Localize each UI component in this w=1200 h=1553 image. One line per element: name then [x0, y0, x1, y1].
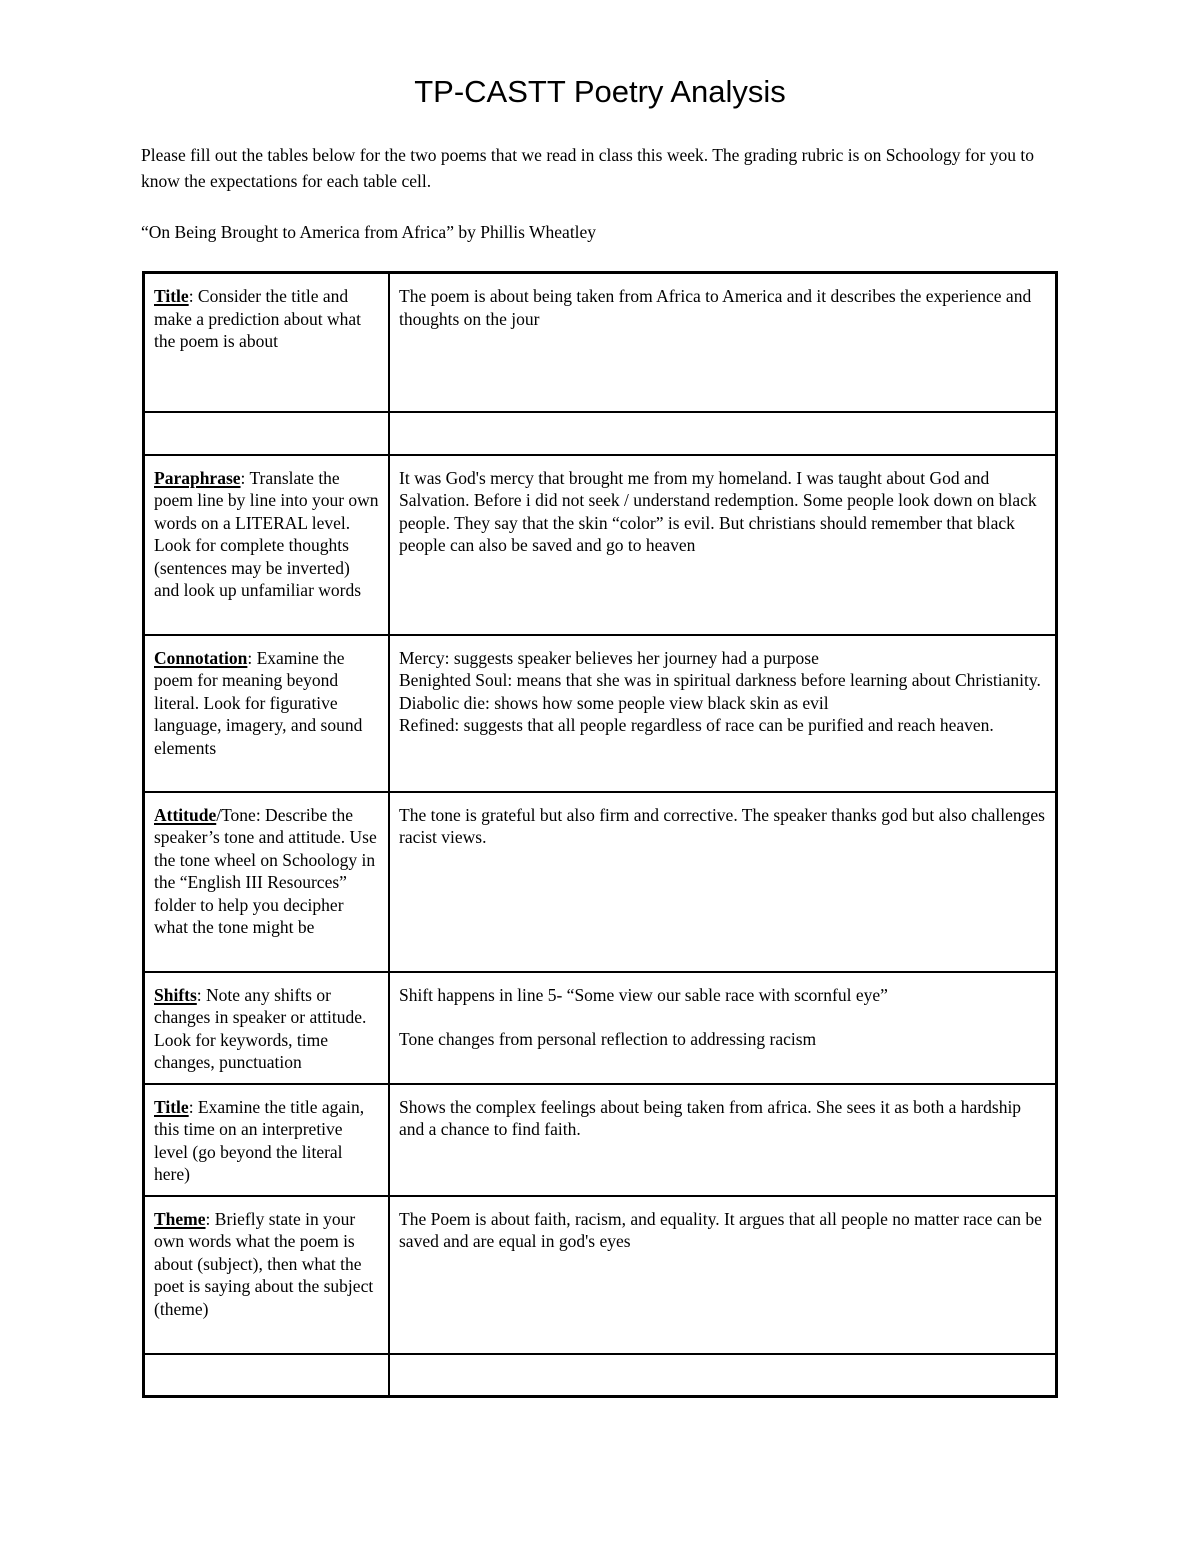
term-prompt: : Examine the title again, this time on an interpretive level (go beyond the literal here): [154, 1096, 365, 1185]
response-text: It was God's mercy that brought me from my homeland. I was taught about God and Salvation. Before i did not seek / understand redemption. Some people look down on black people. They say that the skin “color” is evil. But christians should remember that black people can also be saved and go to heaven: [399, 467, 1042, 556]
response-text: Refined: suggests that all people regardless of race can be purified and reach heaven.: [399, 715, 994, 736]
label-cell-title-again: [144, 1084, 390, 1196]
table-row: [144, 455, 1057, 635]
table-row: [144, 412, 1057, 455]
response-cell-blank[interactable]: [389, 412, 1057, 455]
response-text: Shows the complex feelings about being taken from africa. She sees it as both a hardship and a chance to find faith.: [399, 1096, 1026, 1140]
label-cell-title: [144, 273, 390, 412]
response-cell-paraphrase[interactable]: [389, 455, 1057, 635]
term-label: Attitude: [154, 804, 217, 825]
response-text: Diabolic die: shows how some people view black skin as evil: [399, 692, 829, 713]
label-cell-attitude: [144, 792, 390, 972]
tpcastt-table-body: [144, 273, 1057, 1397]
response-text: The poem is about being taken from Africa to America and it describes the experience and thoughts on the jour: [399, 286, 1036, 329]
instructions-text: Please fill out the tables below for the two poems that we read in class this week. The grading rubric is on Schoology for you to know the expectations for each table cell.: [141, 145, 1034, 191]
label-cell-connotation: [144, 635, 390, 792]
term-label: Paraphrase: [154, 467, 241, 488]
term-prompt: /Tone: Describe the speaker’s tone and attitude. Use the tone wheel on Schoology in the “English III Resources” folder to help you decipher what the tone might be: [154, 804, 377, 938]
response-cell-shifts[interactable]: [389, 972, 1057, 1084]
table-row: [144, 1084, 1057, 1196]
response-cell-blank-final[interactable]: [389, 1354, 1057, 1397]
term-label: Title: [154, 1096, 189, 1117]
page-title: TP-CASTT Poetry Analysis: [414, 74, 786, 109]
response-text: The Poem is about faith, racism, and equality. It argues that all people no matter race can be saved and are equal in god's eyes: [399, 1208, 1047, 1252]
label-cell-theme: [144, 1196, 390, 1354]
response-cell-connotation[interactable]: [389, 635, 1057, 792]
response-text: Benighted Soul: means that she was in spiritual darkness before learning about Christianity.: [399, 670, 1041, 691]
response-text: The tone is grateful but also firm and corrective. The speaker thanks god but also challenges racist views.: [399, 804, 1050, 848]
term-prompt: : Note any shifts or changes in speaker or attitude. Look for keywords, time changes, punctuation: [154, 984, 367, 1073]
response-text: Shift happens in line 5- “Some view our sable race with scornful eye”: [399, 984, 888, 1005]
term-prompt: : Consider the title and make a prediction about what the poem is about: [154, 286, 362, 352]
term-prompt: : Examine the poem for meaning beyond literal. Look for figurative language, imagery, and sound elements: [154, 647, 363, 758]
label-cell-paraphrase: [144, 455, 390, 635]
term-prompt: : Briefly state in your own words what the poem is about (subject), then what the poet is saying about the subject (theme): [154, 1208, 374, 1319]
table-row: [144, 635, 1057, 792]
response-spacer: [399, 1006, 1046, 1028]
response-cell-title-again[interactable]: [389, 1084, 1057, 1196]
term-label: Connotation: [154, 647, 248, 668]
table-row: [144, 1354, 1057, 1397]
table-row: [144, 792, 1057, 972]
label-cell-blank: [144, 412, 390, 455]
table-row: [144, 273, 1057, 412]
response-cell-attitude[interactable]: [389, 792, 1057, 972]
term-prompt: : Translate the poem line by line into your own words on a LITERAL level. Look for complete thoughts (sentences may be inverted) and look up unfamiliar words: [154, 467, 379, 601]
table-row: [144, 972, 1057, 1084]
term-label: Theme: [154, 1208, 206, 1229]
label-cell-shifts: [144, 972, 390, 1084]
response-text: Tone changes from personal reflection to addressing racism: [399, 1029, 817, 1050]
response-cell-title[interactable]: [389, 273, 1057, 412]
term-label: Title: [154, 286, 189, 306]
tpcastt-table: [142, 271, 1058, 1398]
response-cell-theme[interactable]: [389, 1196, 1057, 1354]
table-row: [144, 1196, 1057, 1354]
response-text: Mercy: suggests speaker believes her journey had a purpose: [399, 647, 819, 668]
label-cell-blank-final: [144, 1354, 390, 1397]
term-label: Shifts: [154, 984, 197, 1005]
poem-heading: “On Being Brought to America from Africa” by Phillis Wheatley: [141, 222, 597, 242]
